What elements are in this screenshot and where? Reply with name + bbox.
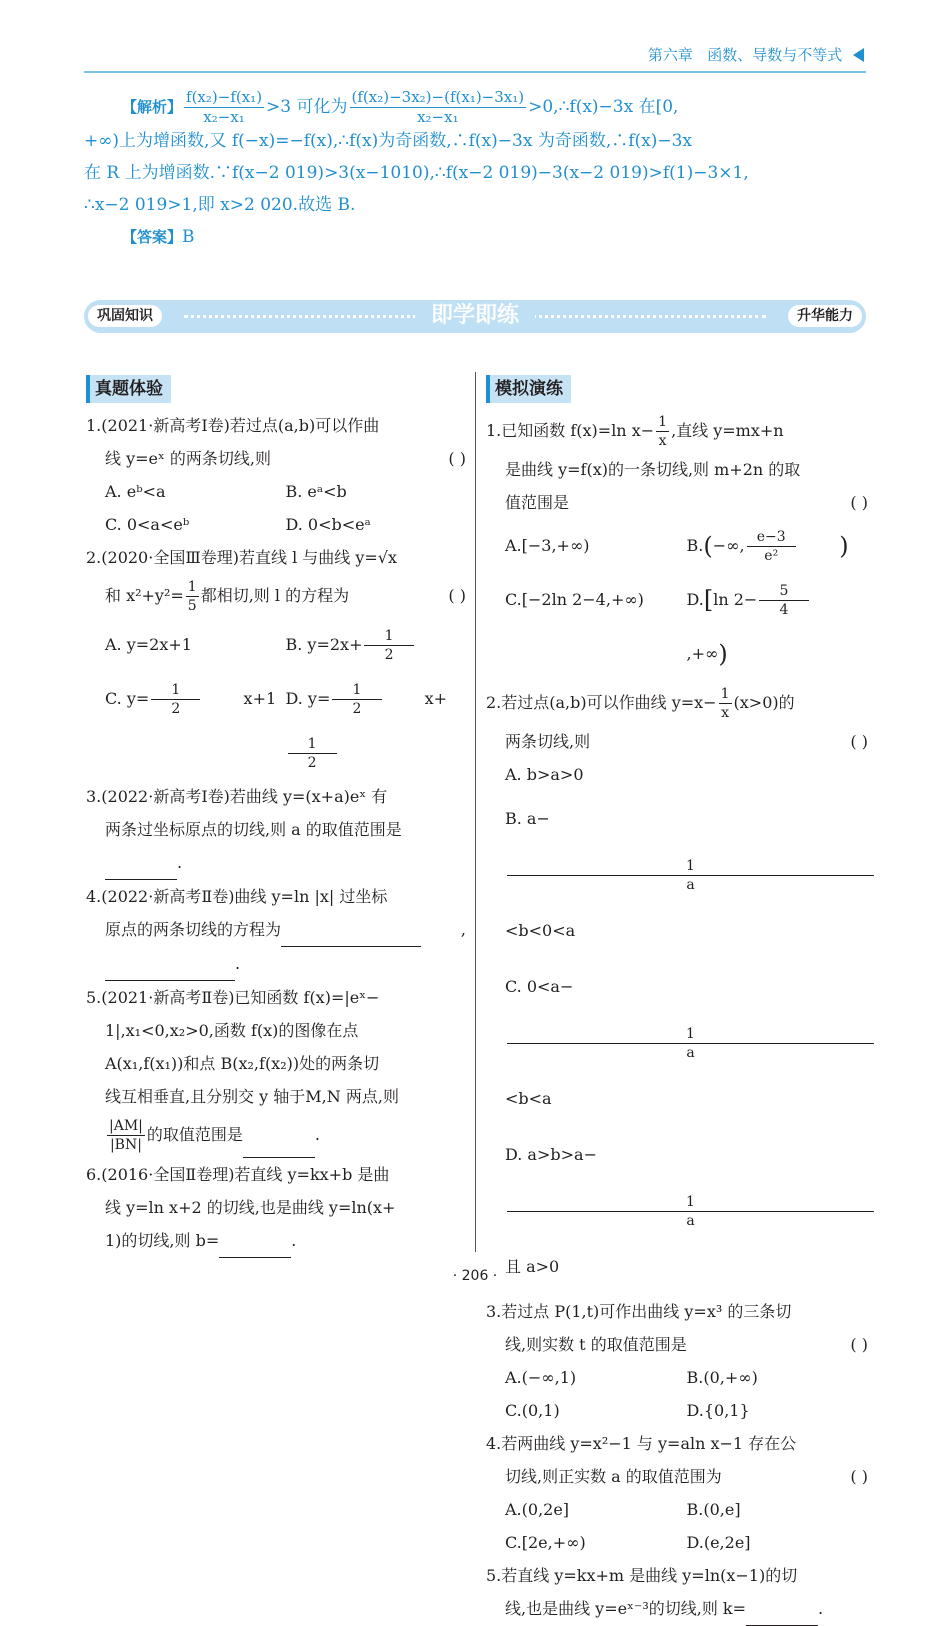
- fraction: $\frac{1}{x}$: [720, 686, 730, 721]
- banner-right-label: 升华能力: [788, 305, 862, 327]
- analysis-line-4: ∴x−2 019>1,即 x>2 020.故选 B.: [84, 195, 356, 215]
- answer-paren: ( ): [850, 732, 868, 751]
- answer-value: B: [182, 227, 195, 247]
- option-d: D.(e,2e]: [686, 1533, 751, 1552]
- question-3: 3.(2022·新高考Ⅰ卷)若曲线 y=(x+a)eˣ 有 两条过坐标原点的切线,则 a 的取值范围是 .: [86, 780, 466, 880]
- answer-blank[interactable]: [281, 913, 421, 947]
- question-4: 4.(2022·新高考Ⅱ卷)曲线 y=ln |x| 过坐标 原点的两条切线的方程为 , .: [86, 880, 466, 981]
- option-b: B.(−∞, $\frac{e-3}{\text{e²}}$ ): [686, 529, 849, 564]
- option-d: D. y= $\frac{1}{2}$ x+ $\frac{1}{2}$: [285, 682, 448, 771]
- banner-left-label: 巩固知识: [88, 305, 162, 327]
- option-d: D.{0,1}: [686, 1401, 750, 1420]
- chapter-number: 第六章: [647, 46, 693, 64]
- fraction: $\frac{\text{f(x₂)−f(x₁)}}{\text{x₂−x₁}}$: [186, 88, 263, 126]
- left-column: [86, 372, 466, 1258]
- section-banner: [84, 300, 866, 333]
- option-a: A.[−3,+∞): [505, 536, 590, 555]
- option-c: C. y= $\frac{1}{2}$ x+1: [105, 682, 277, 717]
- question-1: 1.已知函数 f(x)=ln x− $\frac{1}{x}$ ,直线 y=mx+n 是曲线 y=f(x)的一条切线,则 m+2n 的取 值范围是 ( ) A.[−3,+∞) B.(−∞, $\frac{e-3}{\text{e²}}$ ) C.[−2ln 2−4,+∞) D.[ln 2− $\frac{5}{4}$ ,+∞): [486, 409, 868, 681]
- analysis-tag: 【解析】: [122, 98, 183, 116]
- fraction: $\frac{\text{(f(x₂)−3x₂)−(f(x₁)−3x₁)}}{\text{x₂−x₁}}$: [351, 88, 525, 126]
- option-c: C. 0<a− $\frac{1}{a}$ <b<a: [505, 959, 868, 1127]
- options: [486, 1493, 868, 1559]
- question-3: 3.若过点 P(1,t)可作出曲线 y=x³ 的三条切 线,则实数 t 的取值范围是 ( ) A.(−∞,1) B.(0,+∞) C.(0,1) D.{0,1}: [486, 1295, 868, 1427]
- question-1: 1.(2021·新高考Ⅰ卷)若过点(a,b)可以作曲 线 y=eˣ 的两条切线,则 ( ) A. eᵇ<a B. eᵃ<b C. 0<a<eᵇ D. 0<b<eᵃ: [86, 409, 466, 541]
- question-2: 2.若过点(a,b)可以作曲线 y=x− $\frac{1}{x}$ (x>0)的 两条切线,则 ( ) A. b>a>0 B. a− $\frac{1}{a}$ <b<0<a C. 0<a− $\frac{1}{a}$ <b<a D. a>b>a− $\frac{1}{a}$ 且 a>0: [486, 681, 868, 1295]
- fraction: $\frac{1}{5}$: [187, 579, 197, 614]
- answer-paren: ( ): [850, 1467, 868, 1486]
- options: [86, 618, 466, 780]
- option-c: C. 0<a<eᵇ: [105, 515, 190, 534]
- option-b: B. eᵃ<b: [285, 482, 347, 501]
- options: [486, 1361, 868, 1427]
- option-c: C.[−2ln 2−4,+∞): [505, 590, 644, 609]
- fraction: $\frac{1}{x}$: [658, 414, 668, 449]
- analysis-line-1: 【解析】 $\frac{\text{f(x₂)−f(x₁)}}{\text{x₂−x₁}}$ >3 可化为 $\frac{\text{(f(x₂)−3x₂)−(f(x₁)−3x₁)}}{\text{x₂−x₁}}$ >0,∴f(x)−3x 在[0,: [122, 88, 679, 126]
- page-number: · 206 ·: [452, 1268, 498, 1284]
- option-d: D. a>b>a− $\frac{1}{a}$ 且 a>0: [505, 1127, 868, 1295]
- answer-blank[interactable]: [243, 1113, 315, 1158]
- answer-paren: ( ): [850, 493, 868, 512]
- option-a: A. eᵇ<a: [105, 482, 166, 501]
- options: [86, 475, 466, 541]
- analysis-block: [84, 90, 868, 253]
- option-b: B.(0,e]: [686, 1500, 741, 1519]
- section-title-mock-practice: 模拟演练: [486, 375, 571, 403]
- option-c: C.(0,1): [505, 1401, 560, 1420]
- options: [486, 758, 868, 1295]
- right-column: [486, 372, 868, 1626]
- chapter-title: 函数、导数与不等式: [707, 46, 843, 64]
- answer-blank[interactable]: [746, 1592, 818, 1626]
- section-title-real-exams: 真题体验: [86, 375, 171, 403]
- analysis-line-3: 在 R 上为增函数.∵f(x−2 019)>3(x−1010),∴f(x−2 019)−3(x−2 019)>f(1)−3×1,: [84, 163, 749, 183]
- column-divider: [475, 372, 476, 1252]
- answer-tag: 【答案】: [122, 228, 183, 246]
- option-d: D.[ln 2− $\frac{5}{4}$ ,+∞): [687, 573, 869, 681]
- question-6: 6.(2016·全国Ⅱ卷理)若直线 y=kx+b 是曲 线 y=ln x+2 的切线,也是曲线 y=ln(x+ 1)的切线,则 b= .: [86, 1158, 466, 1258]
- triangle-marker-icon: [853, 48, 864, 62]
- option-a: A.(−∞,1): [505, 1368, 577, 1387]
- banner-title: 即学即练: [415, 301, 535, 331]
- answer-blank[interactable]: [105, 846, 177, 880]
- option-c: C.[2e,+∞): [505, 1533, 586, 1552]
- option-a: A. b>a>0: [505, 765, 584, 784]
- option-a: A.(0,2e]: [505, 1500, 570, 1519]
- option-b: B. y=2x+ $\frac{1}{2}$: [286, 618, 467, 672]
- options: [486, 519, 868, 681]
- question-2: 2.(2020·全国Ⅲ卷理)若直线 l 与曲线 y=√x 和 x²+y²= $\frac{1}{5}$ 都相切,则 l 的方程为 ( ) A. y=2x+1 B. y=2x+ $\frac{1}{2}$ C. y= $\frac{1}{2}$ x+1 D. y= $\frac{1}{2}$ x+ $\frac{1}{2}$: [86, 541, 466, 780]
- option-d: D. 0<b<eᵃ: [285, 515, 371, 534]
- option-b: B. a− $\frac{1}{a}$ <b<0<a: [505, 791, 868, 959]
- header-rule: [84, 71, 866, 73]
- question-4: 4.若两曲线 y=x²−1 与 y=aln x−1 存在公 切线,则正实数 a 的取值范围为 ( ) A.(0,2e] B.(0,e] C.[2e,+∞) D.(e,2e]: [486, 1427, 868, 1559]
- option-b: B.(0,+∞): [686, 1368, 758, 1387]
- answer-blank[interactable]: [219, 1224, 291, 1258]
- chapter-header: [648, 44, 864, 65]
- question-5: 5.若直线 y=kx+m 是曲线 y=ln(x−1)的切 线,也是曲线 y=eˣ⁻³的切线,则 k= .: [486, 1559, 868, 1626]
- question-5: 5.(2021·新高考Ⅱ卷)已知函数 f(x)=|eˣ− 1|,x₁<0,x₂>0,函数 f(x)的图像在点 A(x₁,f(x₁))和点 B(x₂,f(x₂))处的两条切 线互相垂直,且分别交 y 轴于M,N 两点,则 $\frac{|AM|}{|BN|}$ 的取值范围是 .: [86, 981, 466, 1158]
- answer-paren: ( ): [448, 586, 466, 605]
- answer-blank[interactable]: [105, 947, 235, 981]
- answer-paren: ( ): [850, 1335, 868, 1354]
- fraction: $\frac{|AM|}{|BN|}$: [109, 1118, 143, 1153]
- answer-paren: ( ): [448, 449, 466, 468]
- option-a: A. y=2x+1: [105, 635, 192, 654]
- answer-line: [84, 221, 868, 253]
- analysis-line-2: +∞)上为增函数,又 f(−x)=−f(x),∴f(x)为奇函数,∴f(x)−3x 为奇函数,∴f(x)−3x: [84, 131, 693, 151]
